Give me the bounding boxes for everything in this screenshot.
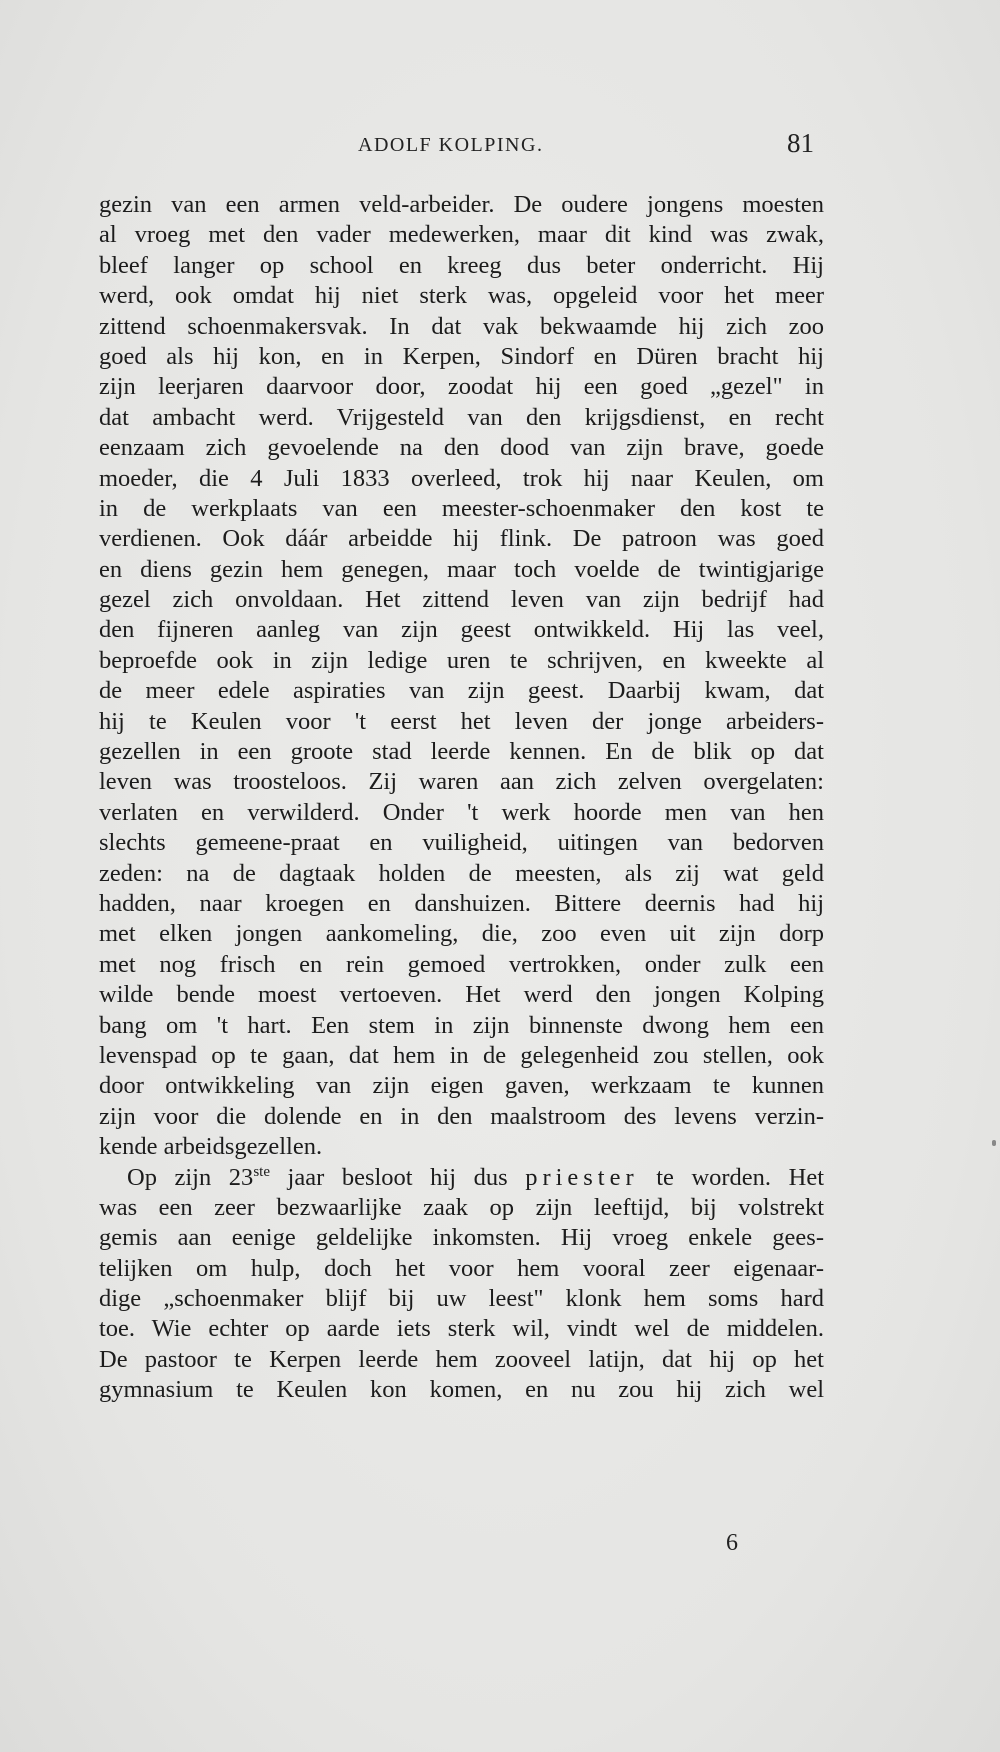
ordinal-suffix: ste <box>253 1163 270 1180</box>
body-text <box>99 190 824 1406</box>
text-line: al vroeg met den vader medewerken, maar dit kind was zwak, <box>99 221 824 249</box>
text-fragment: te worden. Het <box>638 1163 824 1191</box>
text-line: werd, ook omdat hij niet sterk was, opgeleid voor het meer <box>99 282 824 310</box>
text-line: slechts gemeene-praat en vuiligheid, uitingen van bedorven <box>99 829 824 857</box>
text-line: beproefde ook in zijn ledige uren te schrijven, en kweekte al <box>99 646 824 674</box>
paragraph-2 <box>99 1163 824 1406</box>
text-line: leven was troosteloos. Zij waren aan zich zelven overgelaten: <box>99 768 824 796</box>
text-line: gezin van een armen veld-arbeider. De oudere jongens moesten <box>99 191 824 218</box>
text-line: bang om 't hart. Een stem in zijn binnenste dwong hem een <box>99 1011 824 1039</box>
text-line: levenspad op te gaan, dat hem in de gelegenheid zou stellen, ook <box>99 1041 824 1069</box>
text-line: gemis aan eenige geldelijke inkomsten. Hij vroeg enkele gees- <box>99 1224 824 1252</box>
page-number: 81 <box>787 128 814 158</box>
text-line: gezel zich onvoldaan. Het zittend leven van zijn bedrijf had <box>99 586 824 614</box>
text-line: met nog frisch en rein gemoed vertrokken, onder zulk een <box>99 950 824 978</box>
text-line: De pastoor te Kerpen leerde hem zooveel latijn, dat hij op het <box>99 1345 824 1373</box>
paper-speck <box>992 1140 996 1146</box>
text-line: telijken om hulp, doch het voor hem vooral zeer eigenaar- <box>99 1254 824 1282</box>
text-line: de meer edele aspiraties van zijn geest. Daarbij kwam, dat <box>99 677 824 705</box>
text-line: toe. Wie echter op aarde iets sterk wil, vindt wel de middelen. <box>99 1315 824 1343</box>
text-line: door ontwikkeling van zijn eigen gaven, werkzaam te kunnen <box>99 1072 824 1100</box>
text-line: dat ambacht werd. Vrijgesteld van den krijgsdienst, en recht <box>99 403 824 431</box>
text-line: hij te Keulen voor 't eerst het leven der jonge arbeiders- <box>99 707 824 735</box>
text-line: was een zeer bezwaarlijke zaak op zijn leeftijd, bij volstrekt <box>99 1193 824 1221</box>
text-line: en diens gezin hem genegen, maar toch voelde de twintigjarige <box>99 555 824 583</box>
text-line: zittend schoenmakersvak. In dat vak bekwaamde hij zich zoo <box>99 312 824 340</box>
text-line: kende arbeidsgezellen. <box>99 1133 323 1161</box>
text-line: verdienen. Ook dáár arbeidde hij flink. De patroon was goed <box>99 525 824 553</box>
text-line: zijn leerjaren daarvoor door, zoodat hij een goed „gezel" in <box>99 373 824 401</box>
text-line: met elken jongen aankomeling, die, zoo even uit zijn dorp <box>99 920 824 948</box>
text-fragment: Op zijn 23 <box>127 1163 254 1191</box>
text-line: den fijneren aanleg van zijn geest ontwikkeld. Hij las veel, <box>99 616 824 644</box>
text-line: verlaten en verwilderd. Onder 't werk hoorde men van hen <box>99 798 824 826</box>
text-line: gymnasium te Keulen kon komen, en nu zou hij zich wel <box>99 1376 824 1404</box>
spaced-word: priester <box>525 1163 639 1191</box>
text-line <box>99 1163 824 1193</box>
text-fragment: jaar besloot hij dus <box>269 1163 526 1191</box>
text-line: zeden: na de dagtaak holden de meesten, als zij wat geld <box>99 859 824 887</box>
text-line: eenzaam zich gevoelende na den dood van zijn brave, goede <box>99 434 824 462</box>
text-line: goed als hij kon, en in Kerpen, Sindorf en Düren bracht hij <box>99 342 824 370</box>
running-head: ADOLF KOLPING. <box>358 134 544 156</box>
text-line: hadden, naar kroegen en danshuizen. Bittere deernis had hij <box>99 889 824 917</box>
text-line: zijn voor die dolende en in den maalstroom des levens verzin- <box>99 1102 824 1130</box>
paragraph-1 <box>99 190 824 1163</box>
text-line: wilde bende moest vertoeven. Het werd den jongen Kolping <box>99 981 824 1009</box>
text-line: in de werkplaats van een meester-schoenmaker den kost te <box>99 494 824 522</box>
signature-mark: 6 <box>726 1530 738 1556</box>
text-line: moeder, die 4 Juli 1833 overleed, trok hij naar Keulen, om <box>99 464 824 492</box>
text-line: gezellen in een groote stad leerde kennen. En de blik op dat <box>99 738 824 766</box>
text-line: dige „schoenmaker blijf bij uw leest" klonk hem soms hard <box>99 1285 824 1313</box>
text-line: bleef langer op school en kreeg dus beter onderricht. Hij <box>99 251 824 279</box>
